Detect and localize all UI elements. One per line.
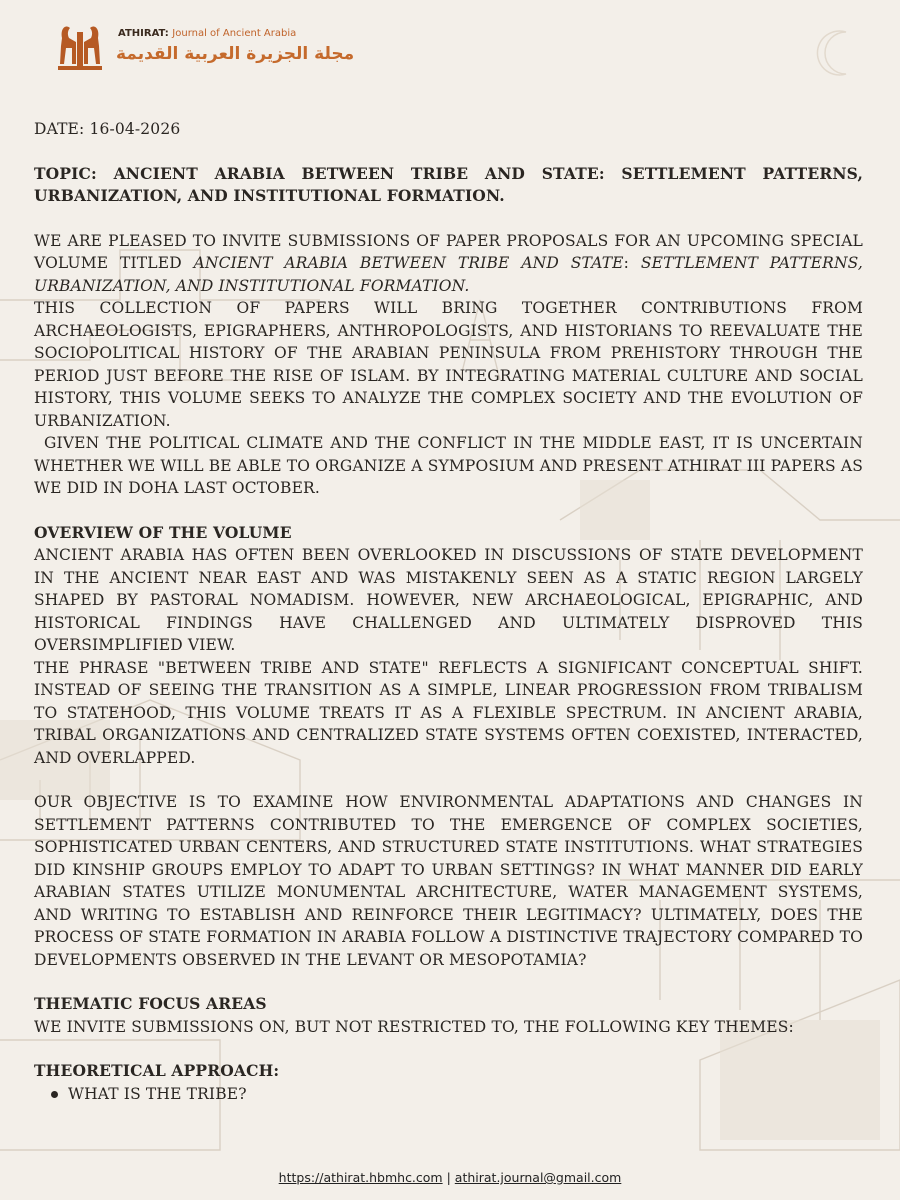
document-topic: TOPIC: ANCIENT ARABIA BETWEEN TRIBE AND STATE: SETTLEMENT PATTERNS, URBANIZATION, AND INSTITUTIONAL FORMATION. (34, 163, 863, 205)
journal-title (118, 28, 296, 39)
intro-lead: WE ARE PLEASED TO INVITE SUBMISSIONS OF PAPER PROPOSALS FOR AN UPCOMING SPECIAL VOLUME TITLED (34, 231, 863, 272)
volume-title-part-b: SETTLEMENT PATTERNS, URBANIZATION, AND INSTITUTIONAL FORMATION. (34, 254, 863, 295)
journal-name: ATHIRAT: (118, 28, 169, 39)
crescent-icon (816, 28, 858, 78)
call-for-papers-document (34, 118, 863, 1105)
theory-list (34, 1083, 863, 1106)
overview-paragraph: ANCIENT ARABIA HAS OFTEN BEEN OVERLOOKED IN DISCUSSIONS OF STATE DEVELOPMENT IN THE ANCIENT NEAR EAST AND WAS MISTAKENLY SEEN AS A STATIC REGION LARGELY SHAPED BY PASTORAL NOMADISM. HOWEVER, NEW ARCHAEOLOGICAL, EPIGRAPHIC, AND HISTORICAL FINDINGS HAVE CHALLENGED AND ULTIMATELY DISPROVED THIS OVERSIMPLIFIED VIEW. (34, 546, 863, 654)
volume-title-colon: : (623, 254, 641, 272)
thematic-heading: THEMATIC FOCUS AREAS (34, 994, 267, 1013)
journal-header (56, 12, 355, 74)
overview-phrase-paragraph: THE PHRASE "BETWEEN TRIBE AND STATE" REFLECTS A SIGNIFICANT CONCEPTUAL SHIFT. INSTEAD OF SEEING THE TRANSITION AS A SIMPLE, LINEAR PROGRESSION FROM TRIBALISM TO STATEHOOD, THIS VOLUME TREATS IT AS A FLEXIBLE SPECTRUM. IN ANCIENT ARABIA, TRIBAL ORGANIZATIONS AND CENTRALIZED STATE SYSTEMS OFTEN COEXISTED, INTERACTED, AND OVERLAPPED. (34, 658, 863, 767)
objective-paragraph: OUR OBJECTIVE IS TO EXAMINE HOW ENVIRONMENTAL ADAPTATIONS AND CHANGES IN SETTLEMENT PATTERNS CONTRIBUTED TO THE EMERGENCE OF COMPLEX SOCIETIES, SOPHISTICATED URBAN CENTERS, AND STRUCTURED STATE INSTITUTIONS. WHAT STRATEGIES DID KINSHIP GROUPS EMPLOY TO ADAPT TO URBAN SETTINGS? IN WHAT MANNER DID EARLY ARABIAN STATES UTILIZE MONUMENTAL ARCHITECTURE, WATER MANAGEMENT SYSTEMS, AND WRITING TO ESTABLISH AND REINFORCE THEIR LEGITIMACY? ULTIMATELY, DOES THE PROCESS OF STATE FORMATION IN ARABIA FOLLOW A DISTINCTIVE TRAJECTORY COMPARED TO DEVELOPMENTS OBSERVED IN THE LEVANT OR MESOPOTAMIA? (34, 793, 863, 969)
thematic-paragraph: WE INVITE SUBMISSIONS ON, BUT NOT RESTRICTED TO, THE FOLLOWING KEY THEMES: (34, 1017, 794, 1036)
journal-subtitle: Journal of Ancient Arabia (172, 28, 297, 39)
overview-heading: OVERVIEW OF THE VOLUME (34, 522, 292, 542)
email-link[interactable]: athirat.journal@gmail.com (454, 1170, 622, 1185)
website-link[interactable]: https://athirat.hbmhc.com (278, 1170, 443, 1185)
theory-heading: THEORETICAL APPROACH: (34, 1061, 280, 1080)
volume-title-part-a: ANCIENT ARABIA BETWEEN TRIBE AND STATE (193, 254, 624, 272)
document-date: DATE: 16-04-2026 (34, 120, 181, 138)
journal-name-arabic: مجلة الجزيرة العربية القديمة (116, 44, 355, 64)
intro-paragraph (34, 230, 863, 298)
ibex-pair-logo-icon (56, 18, 104, 74)
footer-contact (0, 1170, 900, 1185)
footer-separator: | (442, 1170, 455, 1185)
intro-collection-paragraph: THIS COLLECTION OF PAPERS WILL BRING TOGETHER CONTRIBUTIONS FROM ARCHAEOLOGISTS, EPIGRAPHERS, ANTHROPOLOGISTS, AND HISTORIANS TO REEVALUATE THE SOCIOPOLITICAL HISTORY OF THE ARABIAN PENINSULA FROM PREHISTORY THROUGH THE PERIOD JUST BEFORE THE RISE OF ISLAM. BY INTEGRATING MATERIAL CULTURE AND SOCIAL HISTORY, THIS VOLUME SEEKS TO ANALYZE THE COMPLEX SOCIETY AND THE EVOLUTION OF URBANIZATION. (34, 299, 863, 430)
intro-symposium-paragraph: GIVEN THE POLITICAL CLIMATE AND THE CONFLICT IN THE MIDDLE EAST, IT IS UNCERTAIN WHETHER WE WILL BE ABLE TO ORGANIZE A SYMPOSIUM AND PRESENT ATHIRAT III PAPERS AS WE DID IN DOHA LAST OCTOBER. (34, 434, 863, 497)
list-item: WHAT IS THE TRIBE? (68, 1083, 863, 1106)
